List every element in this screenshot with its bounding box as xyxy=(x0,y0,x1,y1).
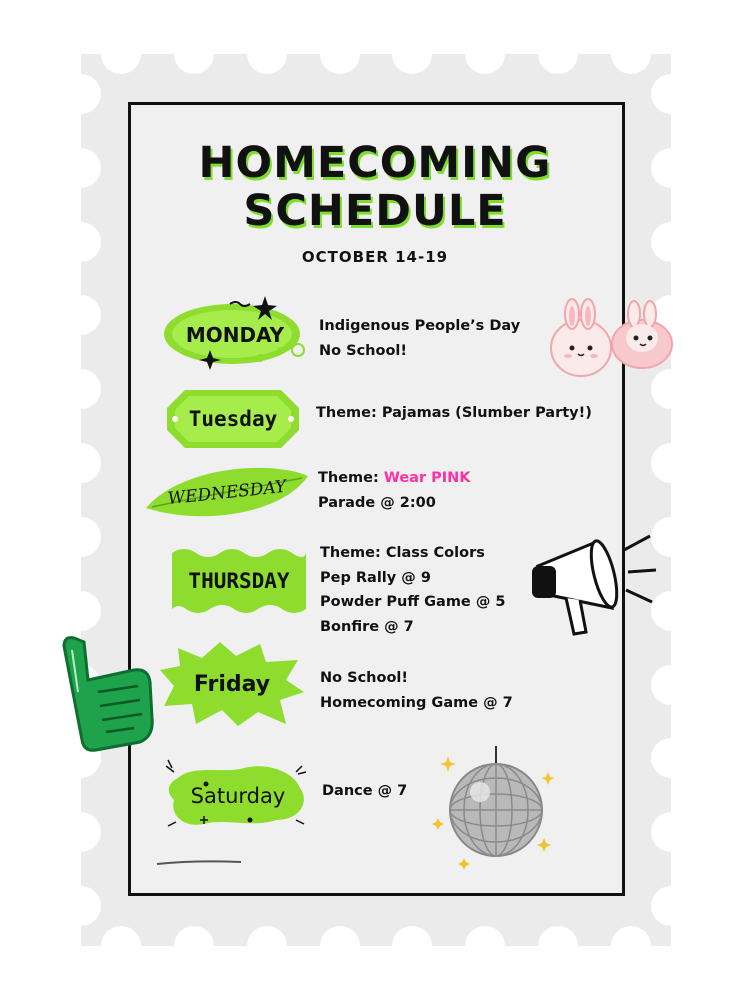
stamp-perforation xyxy=(538,926,578,966)
disco-ball-icon xyxy=(430,742,560,870)
tuesday-badge xyxy=(163,386,303,452)
thursday-line-4: Bonfire @ 7 xyxy=(320,618,414,635)
stamp-perforation xyxy=(320,34,360,74)
stamp-perforation xyxy=(651,738,691,778)
friday-line-1: No School! xyxy=(320,670,409,686)
wednesday-info xyxy=(318,466,471,515)
stamp-perforation xyxy=(101,926,141,966)
stamp-perforation xyxy=(538,34,578,74)
wednesday-theme-prefix: Theme: xyxy=(318,470,384,486)
stamp-perforation xyxy=(651,886,691,926)
stamp-perforation xyxy=(320,926,360,966)
title-line-2: SCHEDULE xyxy=(243,186,507,236)
stamp-perforation xyxy=(247,34,287,74)
stamp-perforation xyxy=(174,926,214,966)
thursday-line-1: Theme: Class Colors xyxy=(320,545,485,561)
saturday-line-1: Dance @ 7 xyxy=(322,783,408,799)
saturday-label: Saturday xyxy=(190,784,286,808)
wednesday-label: WEDNESDAY xyxy=(166,476,288,510)
stamp-perforation xyxy=(651,812,691,852)
underline-scribble xyxy=(155,858,245,868)
stamp-perforation xyxy=(465,926,505,966)
tuesday-info xyxy=(316,401,592,426)
stamp-perforation xyxy=(61,517,101,557)
thursday-line-2: Pep Rally @ 9 xyxy=(320,569,431,586)
friday-badge xyxy=(158,640,306,728)
wednesday-line-2: Parade @ 2:00 xyxy=(318,494,436,511)
wednesday-badge xyxy=(142,462,312,524)
friday-info xyxy=(320,666,513,715)
stamp-perforation xyxy=(61,591,101,631)
stamp-perforation xyxy=(61,295,101,335)
stamp-perforation xyxy=(61,443,101,483)
stamp-perforation xyxy=(61,74,101,114)
foam-finger-icon xyxy=(54,632,158,754)
stamp-perforation xyxy=(611,926,651,966)
stamp-perforation xyxy=(465,34,505,74)
stamp-perforation xyxy=(651,443,691,483)
megaphone-icon xyxy=(528,522,658,642)
monday-info xyxy=(319,314,520,363)
stamp-perforation xyxy=(61,886,101,926)
stamp-perforation xyxy=(61,812,101,852)
thursday-label: THURSDAY xyxy=(188,569,290,593)
title-line-1: HOMECOMING xyxy=(198,138,552,188)
monday-line-2: No School! xyxy=(319,342,408,359)
thursday-badge xyxy=(168,545,310,617)
stamp-perforation xyxy=(174,34,214,74)
saturday-info xyxy=(322,779,407,804)
saturday-badge xyxy=(164,758,312,834)
date-range: OCTOBER 14-19 xyxy=(301,248,449,266)
tuesday-label: Tuesday xyxy=(188,407,278,431)
thursday-info xyxy=(320,541,505,639)
stamp-perforation xyxy=(392,926,432,966)
bunny-slippers-icon xyxy=(548,298,680,390)
monday-label: MONDAY xyxy=(185,323,285,347)
stamp-perforation xyxy=(247,926,287,966)
wednesday-line-1 xyxy=(318,466,471,491)
stamp-perforation xyxy=(61,369,101,409)
stamp-perforation xyxy=(101,34,141,74)
monday-badge xyxy=(160,292,310,378)
friday-label: Friday xyxy=(193,671,271,697)
stamp-perforation xyxy=(392,34,432,74)
thursday-line-3: Powder Puff Game @ 5 xyxy=(320,594,506,610)
monday-line-1: Indigenous People’s Day xyxy=(319,318,521,334)
wednesday-theme-highlight: Wear PINK xyxy=(383,470,471,486)
stamp-perforation xyxy=(651,74,691,114)
friday-line-2: Homecoming Game @ 7 xyxy=(320,694,513,711)
stamp-perforation xyxy=(611,34,651,74)
tuesday-line-1: Theme: Pajamas (Slumber Party!) xyxy=(316,405,592,421)
stamp-perforation xyxy=(651,665,691,705)
